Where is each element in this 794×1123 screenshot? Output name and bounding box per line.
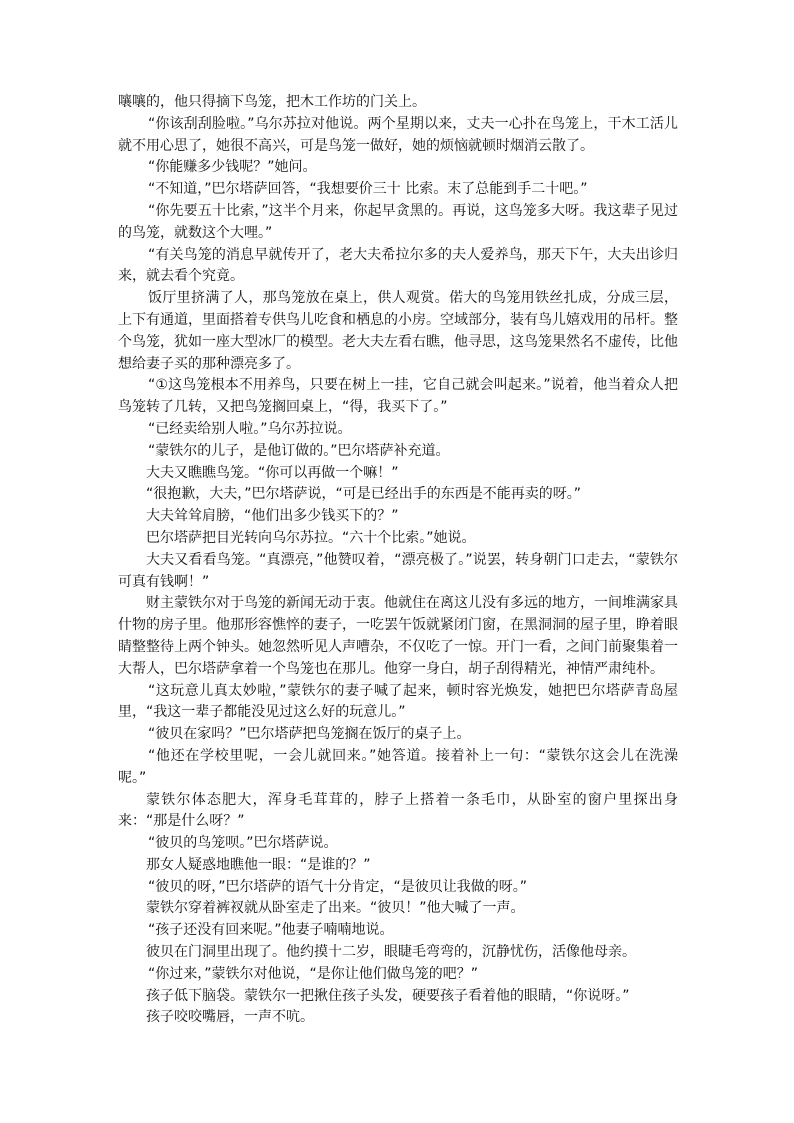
paragraph: “彼贝的呀，”巴尔塔萨的语气十分肯定，“是彼贝让我做的呀。” (148, 878, 528, 895)
paragraph: “孩子还没有回来呢。”他妻子喃喃地说。 (148, 922, 394, 939)
paragraph: “这玩意儿真太妙啦，”蒙铁尔的妻子喊了起来，顿时容光焕发，她把巴尔塔萨青岛屋里，“我这一辈子都能没见过这么好的玩意儿。” (118, 682, 678, 721)
paragraph: “有关鸟笼的消息早就传开了，老大夫希拉尔多的夫人爱养鸟，那天下午，大夫出诊归来，就去看个究竟。 (118, 246, 678, 285)
paragraph: “彼贝在家吗？”巴尔塔萨把鸟笼搁在饭厅的桌子上。 (148, 726, 471, 743)
paragraph: “彼贝的鸟笼呗。”巴尔塔萨说。 (148, 835, 338, 852)
paragraph: “你先要五十比索，”这半个月来，你起早贪黑的。再说，这鸟笼多大呀。我这辈子见过的鸟笼，就数这个大哩。” (118, 202, 678, 241)
paragraph: 那女人疑惑地瞧他一眼：“是谁的？” (146, 856, 371, 873)
paragraph: 大夫又瞧瞧鸟笼。“你可以再做一个嘛！” (146, 464, 399, 481)
paragraph: “你过来，”蒙铁尔对他说，“是你让他们做鸟笼的吧？” (148, 965, 479, 982)
paragraph: 饭厅里挤满了人，那鸟笼放在桌上，供人观赏。偌大的鸟笼用铁丝扎成，分成三层，上下有通道，里面搭着专供鸟儿吃食和栖息的小房。空域部分，装有鸟儿嬉戏用的吊杆。整个鸟笼，犹如一座大型冰厂的模型。老大夫左看右瞧，他寻思，这鸟笼果然名不虚传，比他想给妻子买的那种漂亮多了。 (118, 290, 678, 372)
paragraph: 嚷嚷的，他只得摘下鸟笼，把木工作坊的门关上。 (118, 94, 426, 110)
paragraph: 大夫耸耸肩膀，“他们出多少钱买下的？” (146, 508, 399, 525)
document-page (118, 92, 678, 1029)
paragraph: “已经卖给别人啦。”乌尔苏拉说。 (148, 420, 352, 437)
paragraph: “①这鸟笼根本不用养鸟，只要在树上一挂，它自己就会叫起来。”说着，他当着众人把鸟笼转了几转，又把鸟笼搁回桌上，“得，我买下了。” (118, 377, 678, 416)
paragraph: 财主蒙铁尔对于鸟笼的新闻无动于衷。他就住在离这儿没有多远的地方，一间堆满家具什物的房子里。他那形容憔悴的妻子，一吃罢午饭就紧闭门窗，在黑洞洞的屋子里，睁着眼睛整整待上两个钟头。她忽然听见人声嘈杂，不仅吃了一惊。开门一看，之间门前聚集着一大帮人，巴尔塔萨拿着一个鸟笼也在那儿。他穿一身白，胡子刮得精光，神情严肃纯朴。 (118, 595, 678, 677)
paragraph: 蒙铁尔体态肥大，浑身毛茸茸的，脖子上搭着一条毛巾，从卧室的窗户里探出身来：“那是什么呀？” (118, 791, 678, 830)
paragraph: “蒙铁尔的儿子，是他订做的。”巴尔塔萨补充道。 (148, 442, 450, 459)
paragraph: “他还在学校里呢，一会儿就回来。”她答道。接着补上一句：“蒙铁尔这会儿在洗澡呢。” (118, 747, 678, 786)
paragraph: 孩子低下脑袋。蒙铁尔一把揪住孩子头发，硬要孩子看着他的眼睛，“你说呀。” (146, 987, 630, 1004)
paragraph: “你该刮刮脸啦。”乌尔苏拉对他说。两个星期以来，丈夫一心扑在鸟笼上，干木工活儿就不用心思了，她很不高兴，可是鸟笼一做好，她的烦恼就顿时烟消云散了。 (118, 115, 678, 154)
paragraph: 蒙铁尔穿着裤衩就从卧室走了出来。“彼贝！”他大喊了一声。 (146, 900, 525, 917)
paragraph: 孩子咬咬嘴唇，一声不吭。 (146, 1009, 314, 1026)
paragraph: “不知道，”巴尔塔萨回答，“我想要价三十 比索。末了总能到手二十吧。” (148, 181, 588, 198)
paragraph: 巴尔塔萨把目光转向乌尔苏拉。“六十个比索。”她说。 (146, 529, 476, 546)
paragraph: “很抱歉，大夫，”巴尔塔萨说，“可是已经出手的东西是不能再卖的呀。” (146, 486, 582, 503)
paragraph: 大夫又看看鸟笼。“真漂亮，”他赞叹着，“漂亮极了。”说罢，转身朝门口走去，“蒙铁尔可真有钱啊！” (118, 551, 678, 590)
paragraph: “你能赚多少钱呢？”她问。 (148, 159, 317, 176)
paragraph: 彼贝在门洞里出现了。他约摸十二岁，眼睫毛弯弯的，沉静忧伤，活像他母亲。 (146, 944, 636, 961)
